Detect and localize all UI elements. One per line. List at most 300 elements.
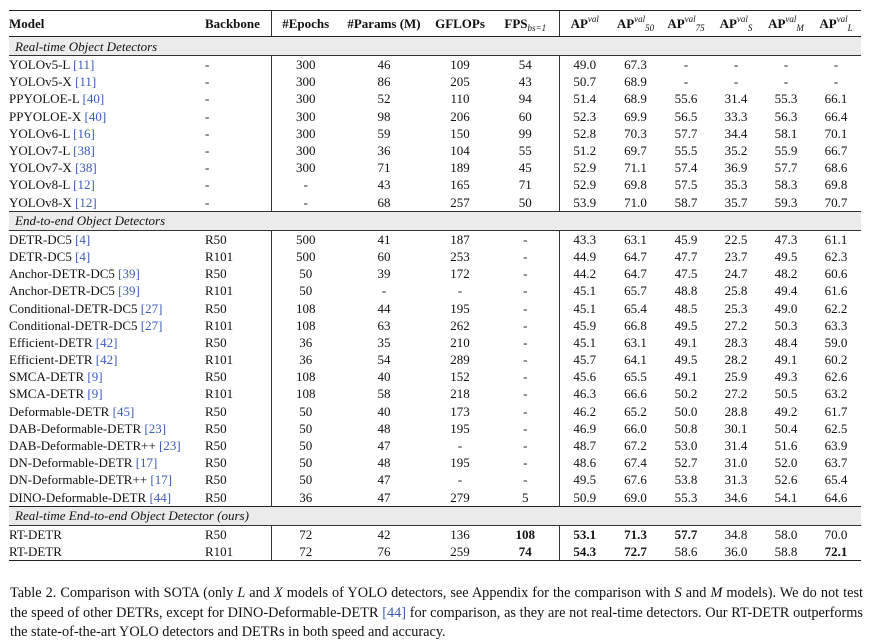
- params-cell: 54: [377, 352, 391, 368]
- ap50-cell: 67.2: [624, 438, 647, 454]
- aps-cell: 35.2: [724, 143, 748, 159]
- model-name: PPYOLOE-L: [9, 91, 80, 107]
- apm-cell: 58.1: [774, 125, 798, 141]
- header-apl: $AP^{val}_L$: [811, 11, 861, 37]
- ap50-cell: 68.9: [624, 74, 647, 90]
- model-cell: [9, 403, 205, 420]
- epochs-cell: 50: [299, 420, 313, 436]
- gflops-cell: 136: [450, 526, 470, 542]
- apl-cell: 63.9: [824, 438, 848, 454]
- epochs-cell: 300: [296, 74, 316, 90]
- epochs-cell: 108: [296, 386, 316, 402]
- model-name: Conditional-DETR-DC5: [9, 317, 138, 333]
- ap50-cell: 71.3: [624, 526, 647, 542]
- table-row: [9, 471, 861, 488]
- ap-cell: 52.9: [559, 176, 610, 193]
- apl-cell: 66.7: [824, 143, 848, 159]
- apm-cell: 52.0: [774, 455, 798, 471]
- epochs-cell: 50: [299, 403, 313, 419]
- fps-cell: 50: [518, 194, 532, 210]
- ap-cell: 48.6: [559, 454, 610, 471]
- ap-cell: 49.5: [559, 471, 610, 488]
- backbone-cell: R50: [205, 471, 271, 488]
- gflops-cell: 259: [428, 543, 492, 561]
- gflops-cell: 289: [450, 352, 470, 368]
- citation-link[interactable]: [4]: [75, 231, 91, 247]
- fps-cell: -: [523, 369, 528, 385]
- citation-link[interactable]: [38]: [75, 160, 97, 176]
- group-title: Real-time Object Detectors: [9, 37, 861, 56]
- fps-cell: 71: [518, 177, 532, 193]
- group-title: End-to-end Object Detectors: [9, 211, 861, 230]
- ap50-cell: 66.6: [624, 386, 647, 402]
- aps-cell: 28.3: [724, 334, 748, 350]
- epochs-cell: 72: [271, 543, 340, 561]
- backbone-cell: -: [205, 56, 271, 74]
- model-name: DAB-Deformable-DETR: [9, 420, 142, 436]
- backbone-cell: R101: [205, 282, 271, 299]
- table-row: [9, 317, 861, 334]
- ap50-cell: 65.2: [624, 403, 647, 419]
- ap75-cell: 50.0: [674, 403, 698, 419]
- citation-link[interactable]: [12]: [73, 177, 95, 193]
- ap75-cell: 48.8: [674, 283, 698, 299]
- backbone-cell: R50: [205, 265, 271, 282]
- ap50-cell: 67.3: [624, 57, 647, 73]
- citation-link[interactable]: [11]: [75, 74, 97, 90]
- header-ap50: $AP^{val}_{50}$: [610, 11, 661, 37]
- epochs-cell: -: [303, 177, 308, 193]
- citation-link[interactable]: [4]: [75, 248, 91, 264]
- gflops-cell: 257: [450, 194, 470, 210]
- fps-cell: 5: [522, 489, 529, 505]
- ap75-cell: -: [683, 57, 689, 73]
- model-cell: [9, 90, 205, 107]
- model-cell: [9, 525, 205, 543]
- citation-link[interactable]: [39]: [118, 266, 140, 282]
- backbone-cell: R50: [205, 403, 271, 420]
- ap-cell: 46.2: [559, 403, 610, 420]
- header-model: Model: [9, 11, 205, 37]
- gflops-cell: 253: [450, 248, 470, 264]
- epochs-cell: 108: [296, 300, 316, 316]
- epochs-cell: 500: [296, 231, 316, 247]
- apm-cell: 49.5: [774, 248, 798, 264]
- aps-cell: 24.7: [724, 266, 748, 282]
- model-cell: [9, 351, 205, 368]
- model-name: DETR-DC5: [9, 248, 72, 264]
- header-ap75: $AP^{val}_{75}$: [661, 11, 711, 37]
- apl-cell: 63.2: [824, 386, 848, 402]
- model-cell: [9, 108, 205, 125]
- model-cell: [9, 334, 205, 351]
- backbone-cell: R50: [205, 299, 271, 316]
- params-cell: 47: [377, 489, 391, 505]
- ap75-cell: 49.5: [674, 317, 698, 333]
- aps-cell: 27.2: [724, 386, 748, 402]
- citation-link[interactable]: [45]: [112, 403, 135, 419]
- model-name: DAB-Deformable-DETR++: [9, 438, 156, 454]
- apl-cell: 62.3: [824, 248, 848, 264]
- table-row: [9, 125, 861, 142]
- citation-link[interactable]: [27]: [140, 300, 163, 316]
- header-params: #Params (M): [340, 11, 428, 37]
- epochs-cell: 50: [299, 472, 313, 488]
- ap-cell: 49.0: [559, 56, 610, 74]
- gflops-cell: 195: [450, 300, 470, 316]
- ap75-cell: 58.7: [674, 194, 698, 210]
- ap75-cell: 50.2: [674, 386, 698, 402]
- fps-cell: 108: [515, 526, 535, 542]
- ap50-cell: 65.7: [624, 283, 647, 299]
- ap-cell: 54.3: [559, 543, 610, 561]
- gflops-cell: 195: [450, 420, 470, 436]
- ap75-cell: 58.6: [661, 543, 711, 561]
- params-cell: 40: [377, 369, 391, 385]
- header-gflops: GFLOPs: [428, 11, 492, 37]
- ap50-cell: 72.7: [610, 543, 661, 561]
- table-row: [9, 351, 861, 368]
- model-name: Efficient-DETR: [9, 352, 93, 368]
- backbone-cell: R101: [205, 248, 271, 265]
- ap-cell: 51.2: [559, 142, 610, 159]
- fps-cell: 99: [518, 125, 532, 141]
- apl-cell: 64.6: [824, 489, 848, 505]
- apl-cell: 66.1: [824, 91, 848, 107]
- fps-cell: -: [523, 317, 528, 333]
- ap50-cell: 69.7: [624, 143, 647, 159]
- gflops-cell: 205: [450, 74, 470, 90]
- ap-cell: 45.1: [559, 334, 610, 351]
- model-name: YOLOv7-L: [9, 143, 70, 159]
- epochs-cell: 108: [296, 317, 316, 333]
- params-cell: 41: [377, 231, 391, 247]
- backbone-cell: R50: [205, 437, 271, 454]
- comparison-table: [9, 10, 861, 561]
- apm-cell: 47.3: [774, 231, 798, 247]
- apl-cell: 61.6: [824, 283, 848, 299]
- apl-cell: 60.6: [824, 266, 848, 282]
- group-title: Real-time End-to-end Object Detector (ours): [9, 506, 861, 525]
- ap-cell: 44.9: [559, 248, 610, 265]
- gflops-cell: 152: [450, 369, 470, 385]
- gflops-cell: 195: [450, 455, 470, 471]
- params-cell: 48: [377, 420, 391, 436]
- ap50-cell: 63.1: [624, 334, 647, 350]
- gflops-cell: 165: [450, 177, 470, 193]
- ap75-cell: 55.6: [674, 91, 698, 107]
- caption-citation[interactable]: [44]: [382, 604, 407, 621]
- citation-link[interactable]: [17]: [135, 455, 158, 471]
- apm-cell: 49.4: [774, 283, 798, 299]
- citation-link[interactable]: [42]: [95, 352, 118, 368]
- epochs-cell: 72: [299, 526, 313, 542]
- ap50-cell: 70.3: [624, 125, 647, 141]
- model-cell: [9, 248, 205, 265]
- fps-cell: -: [523, 420, 528, 436]
- params-cell: 52: [377, 91, 391, 107]
- backbone-cell: -: [205, 90, 271, 107]
- ap50-cell: 69.0: [624, 489, 647, 505]
- ap75-cell: -: [683, 74, 689, 90]
- model-name: Anchor-DETR-DC5: [9, 266, 115, 282]
- epochs-cell: 300: [296, 125, 316, 141]
- table-row: [9, 194, 861, 212]
- backbone-cell: -: [205, 142, 271, 159]
- apl-cell: -: [833, 57, 839, 73]
- ap75-cell: 57.7: [674, 526, 698, 542]
- table-row: [9, 385, 861, 402]
- table-row: [9, 525, 861, 543]
- params-cell: 47: [377, 438, 391, 454]
- ap50-cell: 67.6: [624, 472, 647, 488]
- ap-cell: 52.8: [559, 125, 610, 142]
- ap-cell: 46.9: [559, 420, 610, 437]
- ap75-cell: 48.5: [674, 300, 698, 316]
- aps-cell: 34.8: [724, 526, 748, 542]
- aps-cell: 34.4: [724, 125, 748, 141]
- apl-cell: 61.7: [824, 403, 848, 419]
- params-cell: 76: [340, 543, 428, 561]
- citation-link[interactable]: [11]: [73, 57, 95, 73]
- apl-cell: 60.2: [824, 352, 848, 368]
- gflops-cell: 109: [450, 57, 470, 73]
- model-cell: [9, 176, 205, 193]
- params-cell: 48: [377, 455, 391, 471]
- citation-link[interactable]: [42]: [95, 334, 118, 350]
- model-name: YOLOv8-X: [9, 194, 72, 210]
- epochs-cell: 50: [299, 283, 313, 299]
- aps-cell: 27.2: [724, 317, 748, 333]
- header-apm: $AP^{val}_M$: [761, 11, 811, 37]
- model-name: RT-DETR: [9, 526, 62, 542]
- model-name: SMCA-DETR: [9, 386, 85, 402]
- params-cell: 39: [377, 266, 391, 282]
- model-cell: [9, 142, 205, 159]
- ap-cell: 45.7: [559, 351, 610, 368]
- ap50-cell: 67.4: [624, 455, 647, 471]
- fps-cell: 74: [492, 543, 559, 561]
- aps-cell: 31.4: [724, 438, 748, 454]
- aps-cell: 25.8: [724, 283, 748, 299]
- fps-cell: -: [523, 231, 528, 247]
- header-backbone: Backbone: [205, 11, 271, 37]
- epochs-cell: 300: [296, 143, 316, 159]
- apl-cell: 62.2: [824, 300, 848, 316]
- table-row: [9, 437, 861, 454]
- ap75-cell: 57.5: [674, 177, 698, 193]
- ap75-cell: 49.1: [674, 334, 698, 350]
- table-body: [9, 37, 861, 561]
- epochs-cell: 36: [299, 352, 313, 368]
- ap75-cell: 53.0: [674, 438, 698, 454]
- aps-cell: 31.0: [724, 455, 748, 471]
- model-name: DN-Deformable-DETR++: [9, 472, 148, 488]
- fps-cell: 94: [518, 91, 532, 107]
- apl-cell: 61.1: [824, 231, 848, 247]
- gflops-cell: 172: [450, 266, 470, 282]
- citation-link[interactable]: [17]: [150, 472, 173, 488]
- citation-link[interactable]: [16]: [73, 125, 95, 141]
- model-cell: [9, 317, 205, 334]
- apm-cell: 58.3: [774, 177, 798, 193]
- backbone-cell: R101: [205, 385, 271, 402]
- table-caption: Table 2. Comparison with SOTA (only L and X models of YOLO detectors, see Appendix for the comparison with S and M models). We do not test the speed of other DETRs, except for DINO-Deformable-DETR [44] for comparison, as they are not real-time detectors. Our RT-DETR outperforms the state-of-the-art YOLO detectors and DETRs in both speed and accuracy.: [10, 585, 863, 640]
- fps-cell: 55: [518, 143, 532, 159]
- ap75-cell: 50.8: [674, 420, 698, 436]
- apm-cell: 48.4: [774, 334, 798, 350]
- aps-cell: 25.3: [724, 300, 748, 316]
- fps-cell: 60: [518, 108, 532, 124]
- ap-cell: 45.1: [559, 299, 610, 316]
- params-cell: 98: [377, 108, 391, 124]
- ap-cell: 53.1: [559, 525, 610, 543]
- citation-link[interactable]: [9]: [87, 386, 103, 402]
- citation-link[interactable]: [12]: [75, 194, 97, 210]
- params-cell: 71: [377, 160, 391, 176]
- model-name: YOLOv7-X: [9, 160, 72, 176]
- ap-cell: 51.4: [559, 90, 610, 107]
- model-name: YOLOv5-X: [9, 74, 72, 90]
- apm-cell: 50.5: [774, 386, 798, 402]
- citation-link[interactable]: [23]: [144, 420, 167, 436]
- ap50-cell: 65.4: [624, 300, 647, 316]
- table-row: [9, 299, 861, 316]
- aps-cell: 23.7: [724, 248, 748, 264]
- backbone-cell: -: [205, 73, 271, 90]
- apl-cell: 70.1: [824, 125, 848, 141]
- citation-link[interactable]: [39]: [118, 283, 140, 299]
- aps-cell: 35.3: [724, 177, 748, 193]
- model-name: PPYOLOE-X: [9, 108, 82, 124]
- model-name: Conditional-DETR-DC5: [9, 300, 138, 316]
- apm-cell: 49.3: [774, 369, 798, 385]
- ap50-cell: 64.7: [624, 266, 647, 282]
- backbone-cell: R50: [205, 454, 271, 471]
- apl-cell: 65.4: [824, 472, 848, 488]
- fps-cell: 43: [518, 74, 532, 90]
- epochs-cell: 300: [296, 57, 316, 73]
- epochs-cell: 36: [299, 489, 313, 505]
- citation-link[interactable]: [27]: [140, 317, 163, 333]
- model-cell: [9, 125, 205, 142]
- model-cell: [9, 489, 205, 507]
- apm-cell: 56.3: [774, 108, 798, 124]
- citation-link[interactable]: [40]: [82, 91, 105, 107]
- gflops-cell: -: [457, 283, 463, 299]
- fps-cell: -: [523, 455, 528, 471]
- citation-link[interactable]: [9]: [87, 369, 103, 385]
- epochs-cell: 108: [296, 369, 316, 385]
- header-aps: $AP^{val}_S$: [711, 11, 761, 37]
- gflops-cell: 104: [450, 143, 470, 159]
- gflops-cell: 189: [450, 160, 470, 176]
- model-cell: [9, 159, 205, 176]
- aps-cell: 30.1: [724, 420, 748, 436]
- gflops-cell: 210: [450, 334, 470, 350]
- apm-cell: -: [783, 57, 789, 73]
- params-cell: 42: [377, 526, 391, 542]
- gflops-cell: 206: [450, 108, 470, 124]
- backbone-cell: R101: [205, 351, 271, 368]
- backbone-cell: R101: [205, 543, 271, 561]
- ap-cell: 46.3: [559, 385, 610, 402]
- backbone-cell: R50: [205, 525, 271, 543]
- model-cell: [9, 265, 205, 282]
- backbone-cell: R50: [205, 368, 271, 385]
- aps-cell: -: [733, 57, 739, 73]
- ap75-cell: 47.7: [674, 248, 698, 264]
- params-cell: 43: [377, 177, 391, 193]
- params-cell: -: [381, 283, 387, 299]
- params-cell: 46: [377, 57, 391, 73]
- apm-cell: 59.3: [774, 194, 798, 210]
- aps-cell: 33.3: [724, 108, 748, 124]
- model-cell: [9, 543, 205, 561]
- fps-cell: -: [523, 352, 528, 368]
- backbone-cell: -: [205, 159, 271, 176]
- table-row: [9, 108, 861, 125]
- gflops-cell: 187: [450, 231, 470, 247]
- ap50-cell: 69.8: [624, 177, 647, 193]
- model-name: RT-DETR: [9, 543, 62, 559]
- params-cell: 47: [377, 472, 391, 488]
- apl-cell: 62.5: [824, 420, 848, 436]
- model-cell: [9, 299, 205, 316]
- backbone-cell: R50: [205, 489, 271, 507]
- fps-cell: 54: [518, 57, 532, 73]
- ap75-cell: 55.5: [674, 143, 698, 159]
- ap75-cell: 49.1: [674, 369, 698, 385]
- epochs-cell: 50: [299, 438, 313, 454]
- params-cell: 86: [377, 74, 391, 90]
- backbone-cell: R50: [205, 420, 271, 437]
- table-row: [9, 56, 861, 74]
- aps-cell: 31.4: [724, 91, 748, 107]
- ap75-cell: 55.3: [674, 489, 698, 505]
- params-cell: 35: [377, 334, 391, 350]
- ap50-cell: 69.9: [624, 108, 647, 124]
- ap50-cell: 71.0: [624, 194, 647, 210]
- apl-cell: 70.7: [824, 194, 848, 210]
- fps-cell: -: [523, 334, 528, 350]
- backbone-cell: R50: [205, 334, 271, 351]
- ap-cell: 43.3: [559, 230, 610, 248]
- params-cell: 40: [377, 403, 391, 419]
- epochs-cell: 36: [299, 334, 313, 350]
- table-row: [9, 176, 861, 193]
- model-name: Deformable-DETR: [9, 403, 110, 419]
- ap50-cell: 68.9: [624, 91, 647, 107]
- backbone-cell: R50: [205, 230, 271, 248]
- epochs-cell: -: [303, 194, 308, 210]
- model-cell: [9, 73, 205, 90]
- citation-link[interactable]: [44]: [149, 489, 172, 505]
- fps-cell: 45: [518, 160, 532, 176]
- aps-cell: 36.9: [724, 160, 748, 176]
- model-cell: [9, 471, 205, 488]
- model-cell: [9, 454, 205, 471]
- apl-cell: 66.4: [824, 108, 848, 124]
- params-cell: 68: [377, 194, 391, 210]
- aps-cell: 36.0: [711, 543, 761, 561]
- citation-link[interactable]: [38]: [73, 143, 95, 159]
- citation-link[interactable]: [23]: [159, 438, 181, 454]
- header-row: [9, 11, 861, 37]
- fps-cell: -: [523, 300, 528, 316]
- apl-cell: 69.8: [824, 177, 848, 193]
- citation-link[interactable]: [40]: [84, 108, 107, 124]
